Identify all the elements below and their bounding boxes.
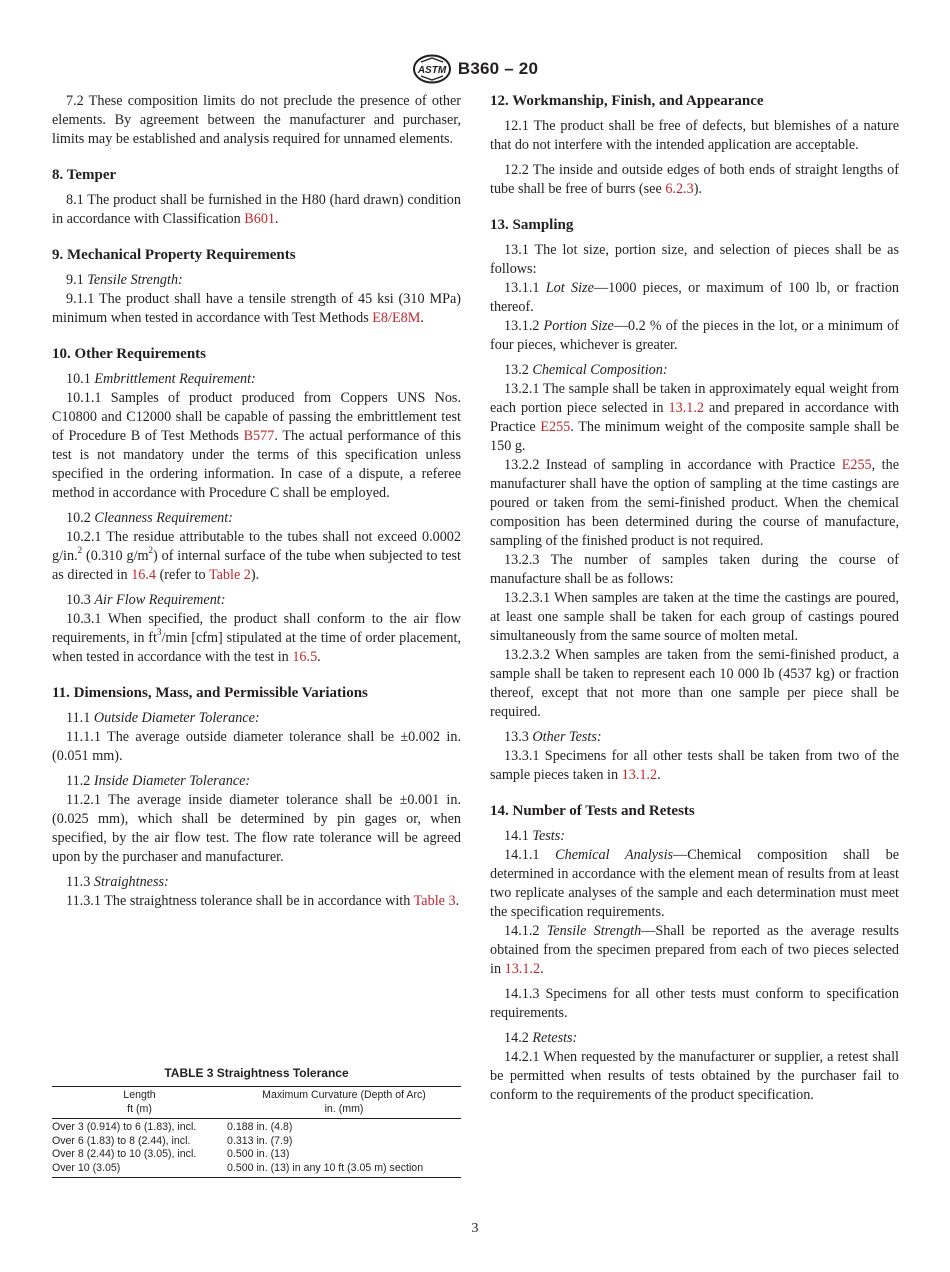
- section-14-1: 14.1 Tests:: [504, 828, 565, 844]
- section-14-1-3: 14.1.3 Specimens for all other tests must conform to specification requirements.: [490, 986, 899, 1021]
- section-13-1: 13.1 The lot size, portion size, and selection of pieces shall be as follows:: [490, 242, 899, 277]
- page-number: 3: [471, 1221, 479, 1236]
- ref-e8-link[interactable]: E8/E8M: [372, 310, 421, 326]
- left-column: [52, 92, 461, 911]
- section-13-2-3-2: 13.2.3.2 When samples are taken from the semi-finished product, a sample shall be taken to represent each 10 000 lb (4537 kg) or fraction thereof, except that not more than one sample per piece shall be required.: [490, 647, 899, 720]
- ref-table-2-link[interactable]: Table 2: [208, 567, 251, 583]
- column-header-length: Length ft (m): [123, 1089, 156, 1115]
- section-14-heading: 14. Number of Tests and Retests: [490, 803, 695, 819]
- ref-e255-link[interactable]: E255: [540, 419, 571, 435]
- section-12-2: 12.2 The inside and outside edges of both ends of straight lengths of tube shall be free of burrs (see 6.2.3).: [490, 162, 899, 197]
- section-8-heading: 8. Temper: [52, 167, 117, 183]
- section-10-2: 10.2 Cleanness Requirement:: [66, 510, 233, 526]
- section-11-1: 11.1 Outside Diameter Tolerance:: [66, 710, 260, 726]
- section-13-2-3-1: 13.2.3.1 When samples are taken at the time the castings are poured, at least one sample shall be taken for each group of castings poured simultaneously from the same source of molten metal.: [490, 590, 899, 644]
- section-13-2-2: 13.2.2 Instead of sampling in accordance with Practice E255, the manufacturer shall have the option of sampling at the time castings are poured or taken from the semi-finished product. When the chemical composition has been determined during the course of manufacture, sampling of the finished product is not required.: [490, 457, 899, 549]
- cell-length: Over 10 (3.05): [52, 1161, 121, 1174]
- section-11-heading: 11. Dimensions, Mass, and Permissible Variations: [52, 685, 368, 701]
- section-13-1-1: 13.1.1 Lot Size—1000 pieces, or maximum of 100 lb, or fraction thereof.: [490, 280, 900, 315]
- table-row: [52, 1119, 461, 1135]
- section-14-2-1: 14.2.1 When requested by the manufacturer or supplier, a retest shall be permitted when results of tests obtained by the purchaser fail to conform to the requirements of the product specification.: [490, 1049, 899, 1103]
- section-13-3: 13.3 Other Tests:: [504, 729, 602, 745]
- section-14-2: 14.2 Retests:: [504, 1030, 578, 1046]
- right-column: [490, 92, 899, 1105]
- section-10-1-1: 10.1.1 Samples of product produced from Coppers UNS Nos. C10800 and C12000 shall be capable of passing the embrittlement test of Procedure B of Test Methods B577. The actual performance of this test is not mandatory under the terms of this specification unless specified in the ordering information. In case of a dispute, a referee method in accordance with Procedure C shall be employed.: [52, 390, 461, 501]
- section-9-1: 9.1 Tensile Strength:: [66, 272, 183, 288]
- ref-16-5-link[interactable]: 16.5: [292, 649, 318, 665]
- ref-table-3-link[interactable]: Table 3: [413, 893, 456, 909]
- table-row: [52, 1135, 461, 1149]
- cell-curvature: 0.500 in. (13) in any 10 ft (3.05 m) section: [227, 1161, 424, 1174]
- table-row: [52, 1148, 461, 1162]
- section-11-2: 11.2 Inside Diameter Tolerance:: [66, 773, 251, 789]
- section-11-3-1: 11.3.1 The straightness tolerance shall be in accordance with Table 3.: [66, 893, 460, 909]
- page-header: [0, 54, 950, 84]
- section-10-heading: 10. Other Requirements: [52, 346, 207, 362]
- straightness-tolerance-table: [52, 1086, 461, 1178]
- cell-length: Over 8 (2.44) to 10 (3.05), incl.: [52, 1148, 197, 1160]
- astm-logo-icon: [412, 54, 452, 84]
- ref-13-1-2-link[interactable]: 13.1.2: [621, 767, 658, 783]
- ref-e255-link[interactable]: E255: [841, 457, 872, 473]
- table-row: [52, 1162, 461, 1178]
- section-13-2-3: 13.2.3 The number of samples taken during the course of manufacture shall be as follows:: [490, 552, 899, 587]
- section-9-heading: 9. Mechanical Property Requirements: [52, 247, 296, 263]
- section-13-heading: 13. Sampling: [490, 217, 574, 233]
- table-header-row: [52, 1087, 461, 1119]
- ref-6-2-3-link[interactable]: 6.2.3: [665, 181, 694, 197]
- section-10-3: 10.3 Air Flow Requirement:: [66, 592, 226, 608]
- cell-length: Over 6 (1.83) to 8 (2.44), incl.: [52, 1134, 191, 1147]
- cell-length: Over 3 (0.914) to 6 (1.83), incl.: [52, 1121, 197, 1133]
- ref-13-1-2-link[interactable]: 13.1.2: [668, 400, 704, 416]
- section-13-3-1: 13.3.1 Specimens for all other tests shall be taken from two of the sample pieces taken in 13.1.2.: [490, 748, 899, 783]
- cell-curvature: 0.188 in. (4.8): [227, 1121, 293, 1133]
- ref-b601-link[interactable]: B601: [244, 211, 276, 227]
- section-11-3: 11.3 Straightness:: [66, 874, 169, 890]
- section-13-2: 13.2 Chemical Composition:: [504, 362, 668, 378]
- section-10-3-1: 10.3.1 When specified, the product shall conform to the air flow requirements, in $ft^3/\min$ [cfm] stipulated at the time of order placement, when tested in accordance with the test in 16.5.: [52, 611, 461, 665]
- table-3-title: TABLE 3 Straightness Tolerance: [164, 1066, 349, 1080]
- ref-b577-link[interactable]: B577: [243, 428, 275, 444]
- ref-16-4-link[interactable]: 16.4: [131, 567, 157, 583]
- section-13-2-1: 13.2.1 The sample shall be taken in approximately equal weight from each portion piece selected in 13.1.2 and prepared in accordance with Practice E255. The minimum weight of the composite sample shall be 150 g.: [490, 381, 899, 454]
- document-designation: B360 – 20: [457, 59, 539, 78]
- section-12-1: 12.1 The product shall be free of defects, but blemishes of a nature that do not interfere with the intended application are acceptable.: [490, 118, 899, 153]
- section-8-1: 8.1 The product shall be furnished in the H80 (hard drawn) condition in accordance with Classification B601.: [52, 192, 461, 227]
- section-13-1-2: 13.1.2 Portion Size—0.2 % of the pieces in the lot, or a minimum of four pieces, whichever is greater.: [490, 318, 899, 353]
- section-11-2-1: 11.2.1 The average inside diameter tolerance shall be ±0.001 in. (0.025 mm), which shall be determined by pin gages or, when specified, by the air flow test. The flow rate tolerance will be agreed upon by the purchaser and manufacturer.: [52, 792, 461, 865]
- section-9-1-1: 9.1.1 The product shall have a tensile strength of 45 ksi (310 MPa) minimum when tested in accordance with Test Methods E8/E8M.: [52, 291, 461, 326]
- cell-curvature: 0.500 in. (13): [227, 1148, 290, 1160]
- section-11-1-1: 11.1.1 The average outside diameter tolerance shall be ±0.002 in. (0.051 mm).: [52, 729, 461, 764]
- section-10-2-1: 10.2.1 The residue attributable to the tubes shall not exceed 0.0002 g/in.$^2$ (0.310 $g/m^2$) of internal surface of the tube when subjected to test as directed in 16.4 (refer to Table 2).: [52, 529, 462, 583]
- cell-curvature: 0.313 in. (7.9): [227, 1134, 293, 1147]
- table-3: [52, 1066, 461, 1178]
- astm-logo-text: ASTM: [417, 65, 447, 76]
- section-12-heading: 12. Workmanship, Finish, and Appearance: [490, 93, 764, 109]
- ref-13-1-2-link[interactable]: 13.1.2: [504, 961, 541, 977]
- section-14-1-2: 14.1.2 Tensile Strength—Shall be reported as the average results obtained from the specimen prepared from each of two pieces selected in 13.1.2.: [490, 923, 899, 977]
- section-7-2: 7.2 These composition limits do not preclude the presence of other elements. By agreement between the manufacturer and purchaser, limits may be established and analysis required for unnamed elements.: [52, 93, 461, 147]
- section-10-1: 10.1 Embrittlement Requirement:: [66, 371, 256, 387]
- column-header-curvature: Maximum Curvature (Depth of Arc) in. (mm): [262, 1089, 426, 1115]
- section-14-1-1: 14.1.1 Chemical Analysis—Chemical composition shall be determined in accordance with the element mean of results from at least two replicate analyses of the sample and each determination must meet the specification requirements.: [490, 847, 899, 920]
